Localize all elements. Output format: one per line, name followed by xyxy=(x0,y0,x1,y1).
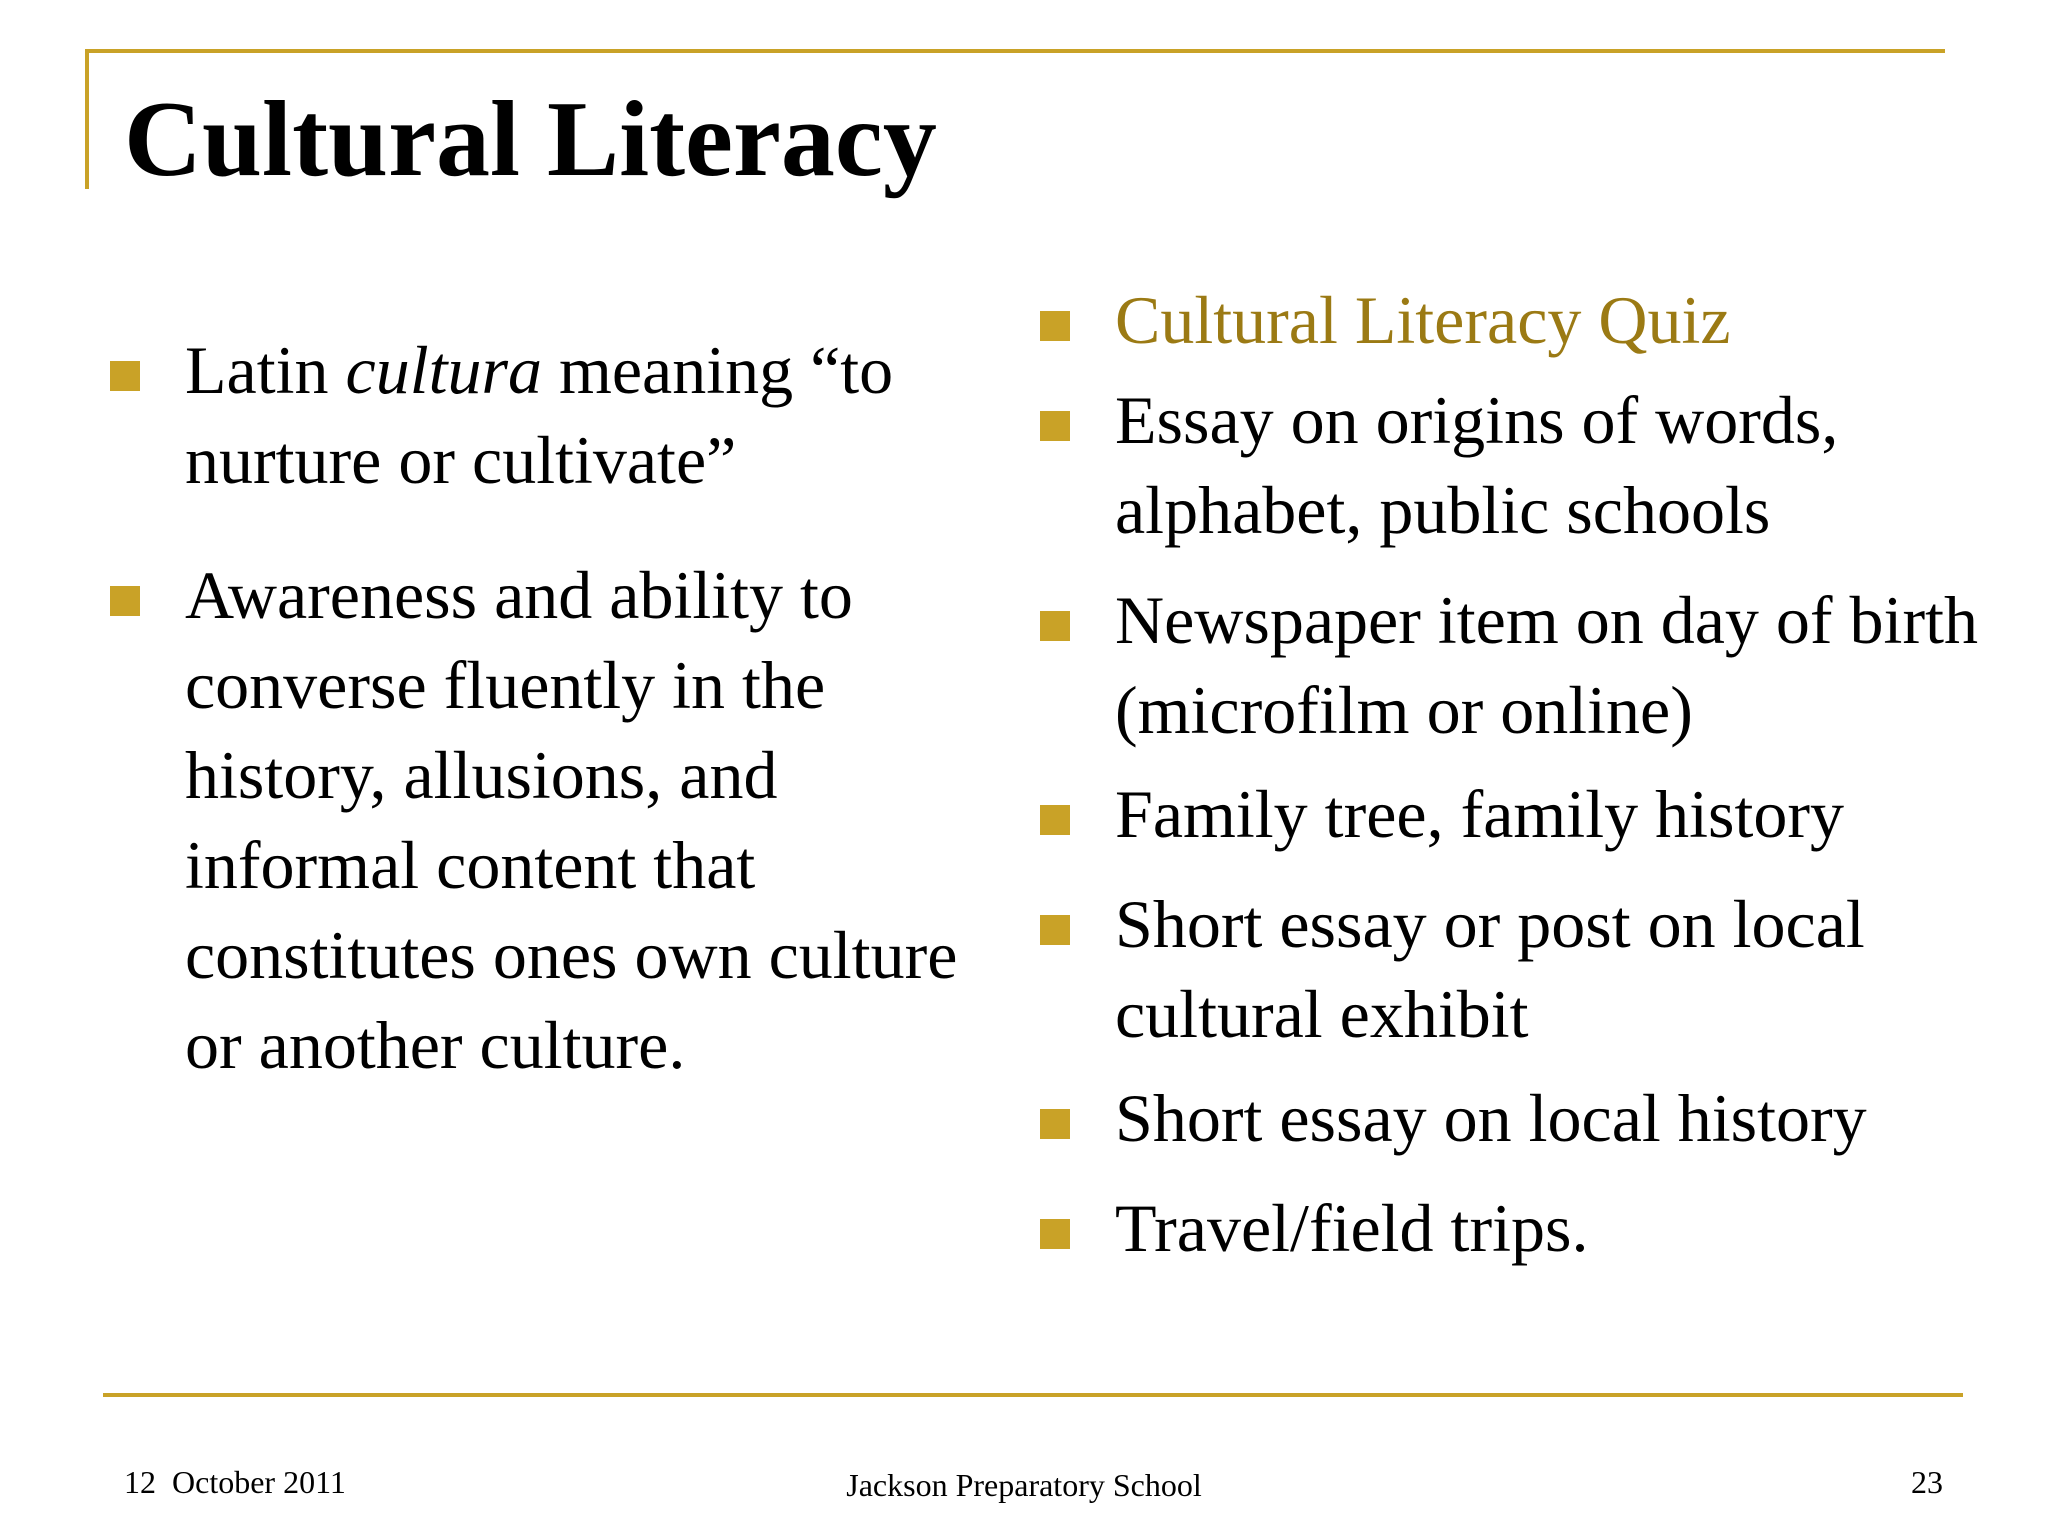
bullet-text: Short essay on local history xyxy=(1115,1080,1867,1156)
footer-rule xyxy=(103,1393,1963,1397)
footer-date: 12 October 2011 xyxy=(124,1464,346,1500)
square-bullet-icon xyxy=(1040,611,1070,641)
title-side-rule xyxy=(85,49,89,189)
bullet-essay-origins xyxy=(1040,375,1990,555)
bullet-definition xyxy=(110,550,990,1090)
slide-page-number: 23 xyxy=(1911,1464,1943,1500)
square-bullet-icon xyxy=(1040,805,1070,835)
latin-word: cultura xyxy=(345,332,542,408)
bullet-family-tree xyxy=(1040,769,1990,859)
bullet-newspaper xyxy=(1040,575,1990,755)
slide-title: Cultural Literacy xyxy=(124,80,937,199)
square-bullet-icon xyxy=(1040,1109,1070,1139)
square-bullet-icon xyxy=(110,361,140,391)
bullet-text: Newspaper item on day of birth (microfilm or online) xyxy=(1115,582,1978,748)
left-bullet-list xyxy=(110,325,990,1135)
bullet-cultural-exhibit xyxy=(1040,879,1990,1059)
square-bullet-icon xyxy=(1040,1219,1070,1249)
title-top-rule xyxy=(85,49,1945,53)
bullet-text: Awareness and ability to converse fluently in the history, allusions, and informal content that constitutes ones own culture or another culture. xyxy=(185,557,958,1083)
bullet-text: Family tree, family history xyxy=(1115,776,1844,852)
right-bullet-list xyxy=(1040,275,1990,1293)
bullet-text: Short essay or post on local cultural exhibit xyxy=(1115,886,1865,1052)
square-bullet-icon xyxy=(1040,311,1070,341)
bullet-text: Travel/field trips. xyxy=(1115,1190,1589,1266)
bullet-local-history xyxy=(1040,1073,1990,1163)
quiz-link-text[interactable]: Cultural Literacy Quiz xyxy=(1115,282,1731,358)
bullet-travel xyxy=(1040,1183,1990,1273)
bullet-quiz-link[interactable] xyxy=(1040,275,1990,365)
square-bullet-icon xyxy=(110,586,140,616)
bullet-latin-origin xyxy=(110,325,990,505)
bullet-text: Latin cultura meaning “to nurture or cultivate” xyxy=(185,332,894,498)
square-bullet-icon xyxy=(1040,915,1070,945)
square-bullet-icon xyxy=(1040,411,1070,441)
bullet-text: Essay on origins of words, alphabet, public schools xyxy=(1115,382,1839,548)
footer-school-name: Jackson Preparatory School xyxy=(846,1467,1202,1503)
